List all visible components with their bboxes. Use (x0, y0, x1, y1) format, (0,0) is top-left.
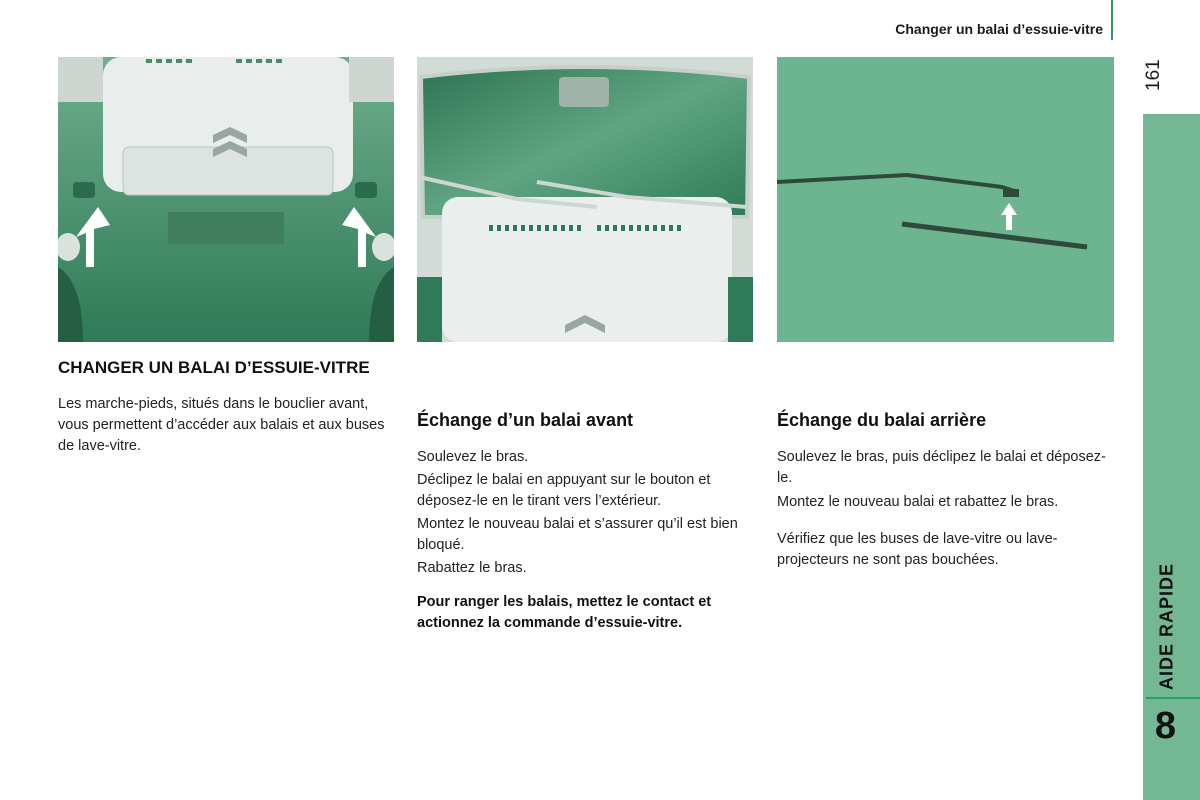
chapter-label: AIDE RAPIDE (1156, 562, 1177, 690)
section-title: CHANGER UN BALAI D’ESSUIE-VITRE (58, 358, 370, 377)
front-wiper-step: Rabattez le bras. (417, 560, 527, 576)
rear-wiper-drawing (777, 57, 1114, 342)
rear-wiper-step: Montez le nouveau balai et rabattez le bras. (777, 494, 1059, 510)
illustration-front-wipers (417, 57, 753, 342)
front-wiper-title: Échange d’un balai avant (417, 410, 634, 430)
front-wiper-note: Pour ranger les balais, mettez le contact et actionnez la commande d’essuie-vitre. (417, 594, 712, 631)
illustration-rear-wiper (777, 57, 1114, 342)
page-number: 161 (1143, 59, 1164, 91)
intro-section (58, 357, 398, 457)
front-wiper-step: Montez le nouveau balai et s’assurer qu’il est bien bloqué. (417, 516, 738, 553)
intro-paragraph: Les marche-pieds, situés dans le bouclier avant, vous permettent d’accéder aux balais et aux buses de lave-vitre. (58, 396, 385, 454)
header-divider (1111, 0, 1113, 40)
illustration-front-bumper-steps (58, 57, 394, 342)
page-header-title: Changer un balai d’essuie-vitre (895, 21, 1103, 37)
chapter-divider (1146, 697, 1200, 699)
rear-wiper-step: Soulevez le bras, puis déclipez le balai et déposez-le. (777, 449, 1106, 486)
front-wiper-step: Soulevez le bras. (417, 449, 529, 465)
rear-wiper-section (777, 410, 1117, 571)
rear-wiper-note: Vérifiez que les buses de lave-vitre ou lave-projecteurs ne sont pas bouchées. (777, 531, 1058, 568)
rear-wiper-title: Échange du balai arrière (777, 410, 987, 430)
front-wiper-step: Déclipez le balai en appuyant sur le bouton et déposez-le en le tirant vers l’extérieur. (417, 472, 711, 509)
chapter-number: 8 (1154, 705, 1177, 747)
front-wipers-drawing (417, 57, 753, 342)
front-wiper-section (417, 410, 757, 634)
front-bumper-drawing (58, 57, 394, 342)
